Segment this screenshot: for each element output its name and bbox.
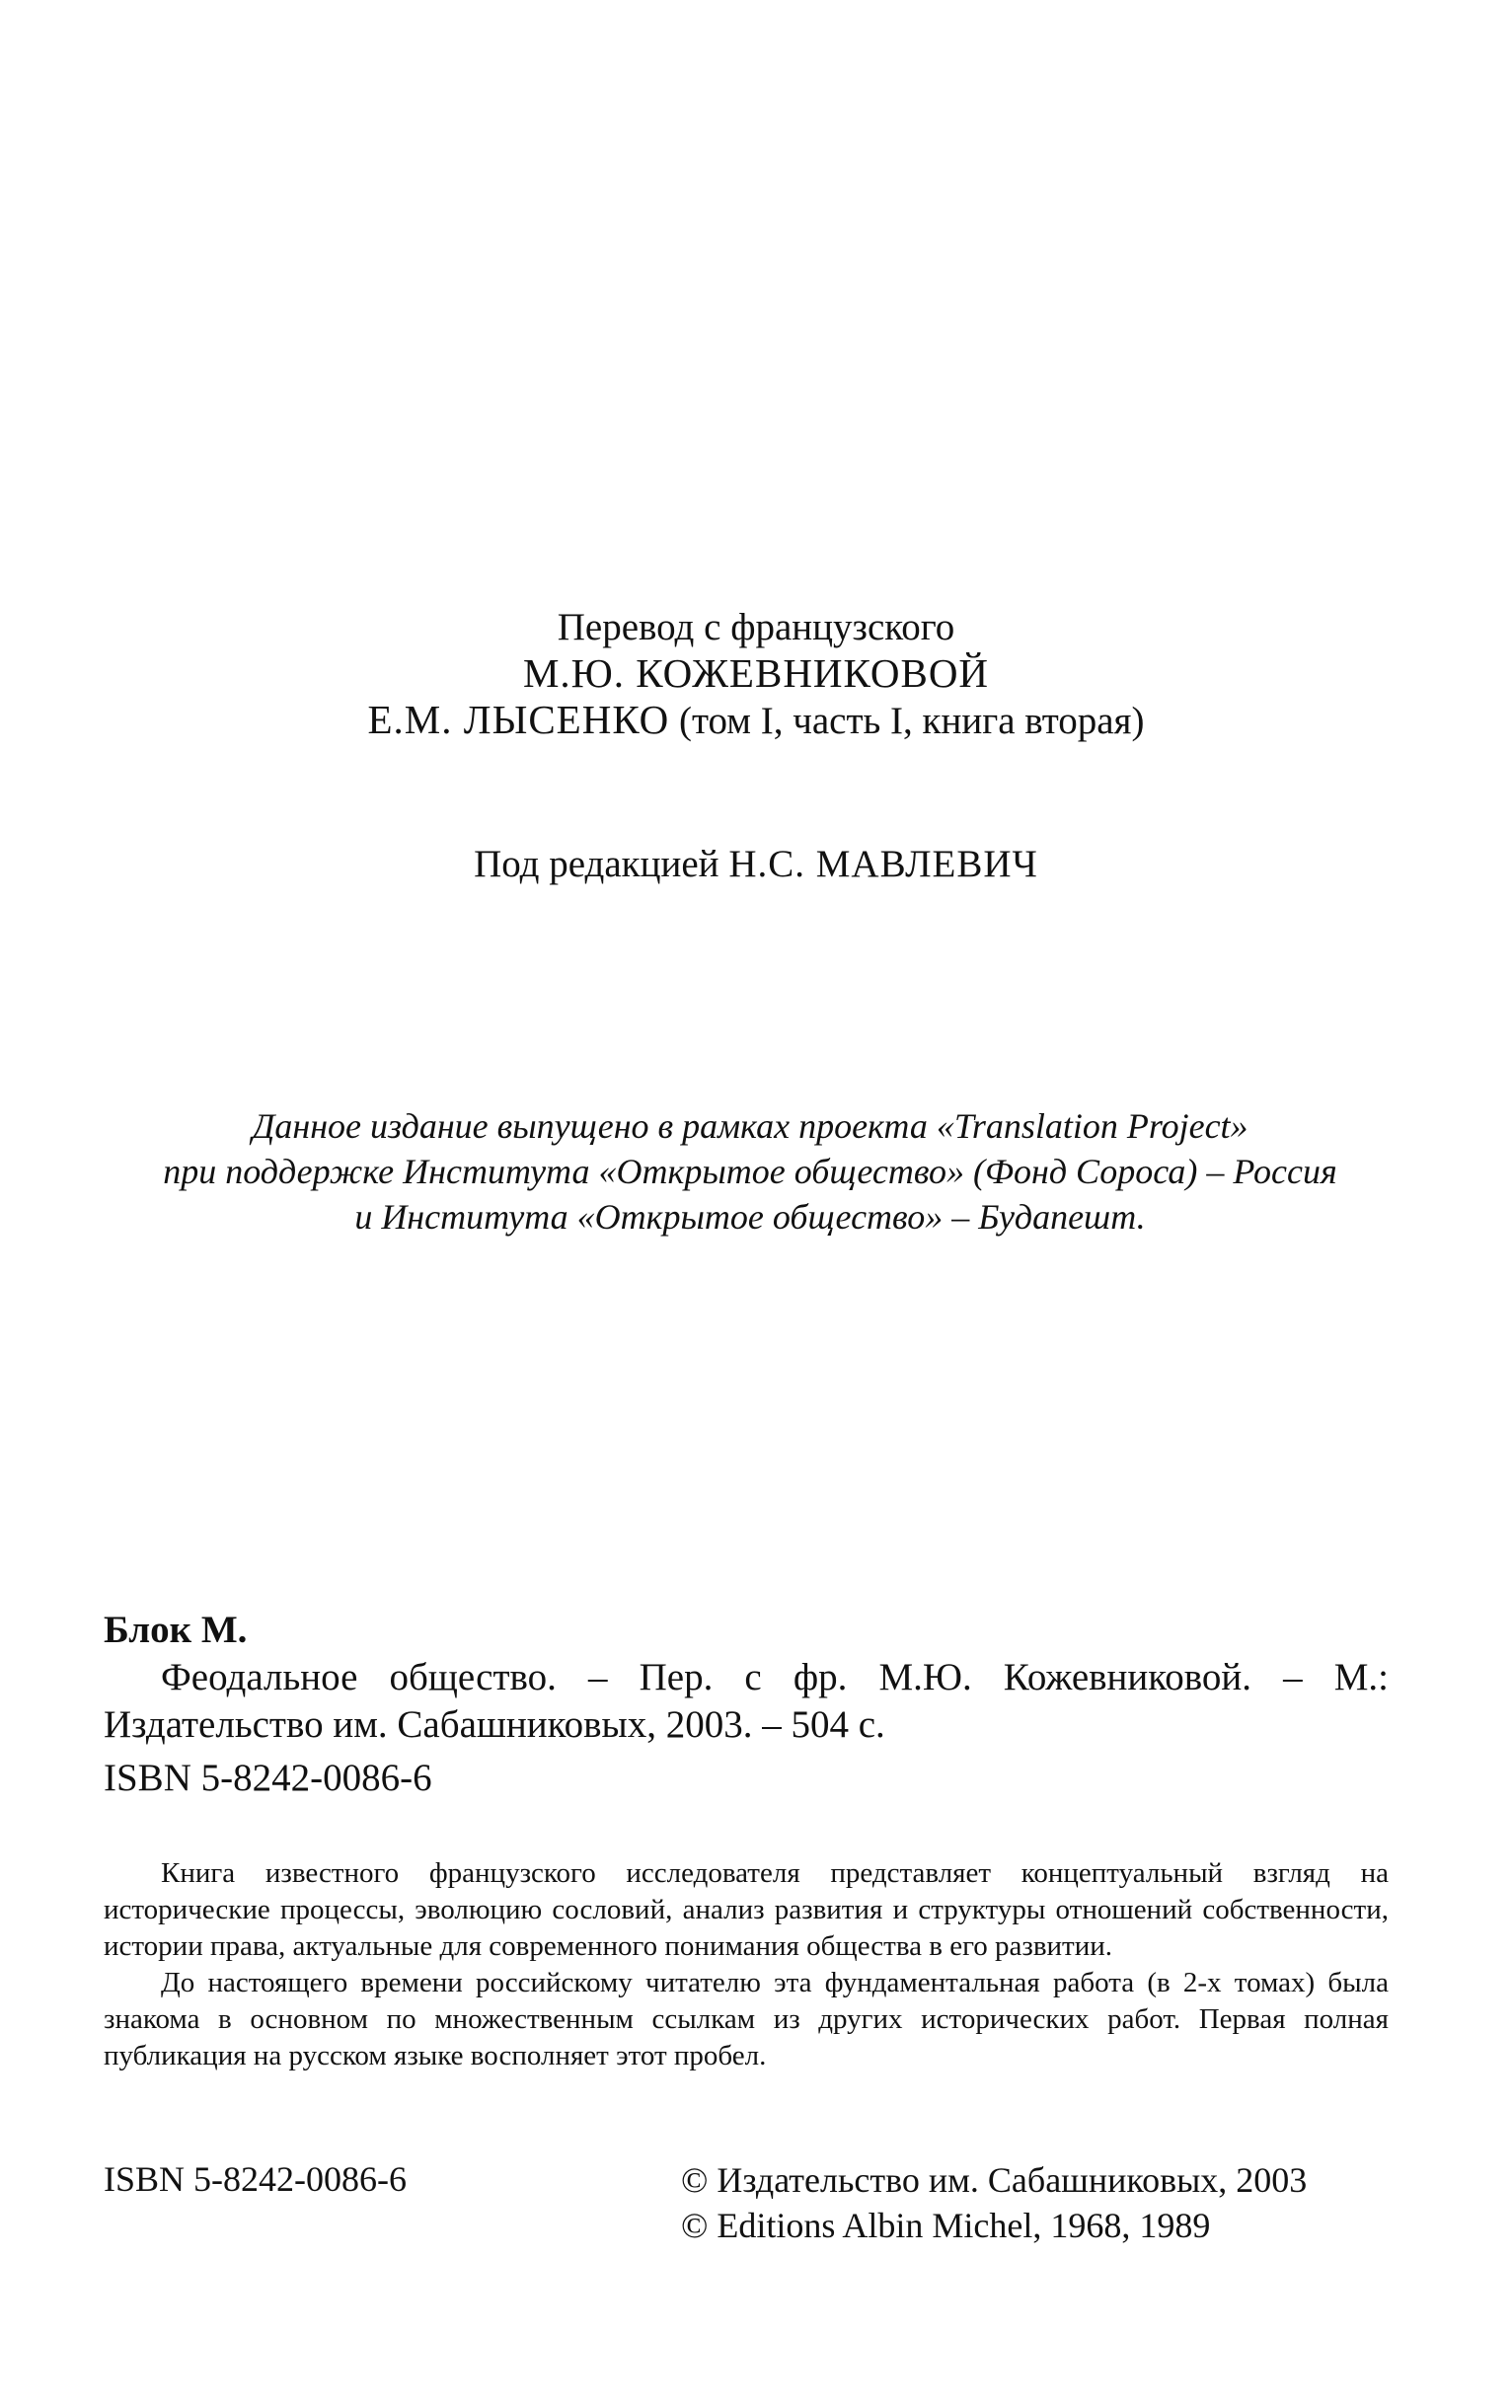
editor-credit — [0, 841, 1512, 887]
bibliographic-record — [104, 1607, 1389, 1802]
bibliographic-author: Блок М. — [104, 1609, 248, 1651]
editor-name: Н.С. МАВЛЕВИЧ — [728, 843, 1038, 885]
copyright-publisher: © Издательство им. Сабашниковых, 2003 — [681, 2160, 1308, 2200]
copyright-block — [681, 2157, 1307, 2248]
translator-2-note: (том I, часть I, книга вторая) — [679, 700, 1145, 742]
translator-2-line — [0, 697, 1512, 744]
bibliographic-isbn: ISBN 5-8242-0086-6 — [104, 1757, 432, 1799]
copyright-original: © Editions Albin Michel, 1968, 1989 — [681, 2206, 1211, 2245]
translator-1: М.Ю. КОЖЕВНИКОВОЙ — [522, 650, 990, 696]
project-note-line-2: при поддержке Института «Открытое общество» (Фонд Сороса) – Россия — [163, 1152, 1337, 1191]
abstract-paragraph-2: До настоящего времени российскому читателю эта фундаментальная работа (в 2-х томах) была знакома в основном по множественным ссылкам из других исторических работ. Первая полная публикация на русском языке восполняет этот пробел. — [104, 1967, 1389, 2071]
footer-isbn: ISBN 5-8242-0086-6 — [104, 2159, 407, 2199]
translation-credits — [0, 604, 1512, 744]
translation-from-line: Перевод с французского — [557, 606, 955, 648]
project-note — [109, 1103, 1392, 1240]
abstract-paragraph-1: Книга известного французского исследователя представляет концептуальный взгляд на исторические процессы, эволюцию сословий, анализ развития и структуры отношений собственности, истории права, актуальные для современного понимания общества в его развитии. — [104, 1857, 1389, 1962]
bibliographic-description: Феодальное общество. – Пер. с фр. М.Ю. Кожевниковой. – М.: Издательство им. Сабашниковых, 2003. – 504 с. — [104, 1656, 1389, 1746]
editor-prefix: Под редакцией — [474, 843, 719, 885]
project-note-line-3: и Института «Открытое общество» – Будапешт. — [354, 1197, 1146, 1237]
project-note-line-1: Данное издание выпущено в рамках проекта «Translation Project» — [252, 1106, 1248, 1146]
book-abstract — [104, 1855, 1389, 2074]
translator-2-name: Е.М. ЛЫСЕНКО — [367, 697, 670, 742]
